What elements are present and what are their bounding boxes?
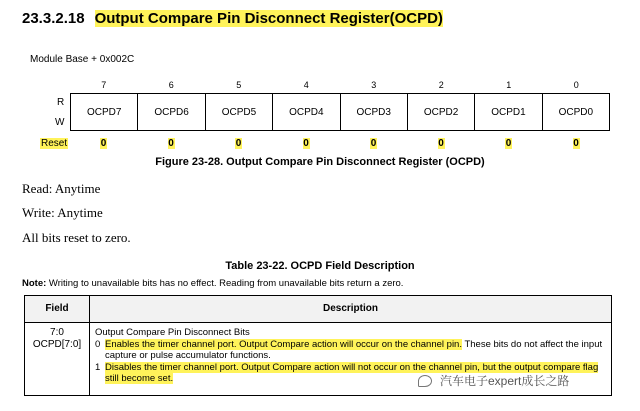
write-access-text: Write: Anytime bbox=[22, 205, 103, 220]
register-field: OCPD2 bbox=[408, 94, 475, 130]
reset-value: 0 bbox=[505, 138, 512, 149]
option-value: 1 bbox=[95, 361, 101, 373]
option-highlighted-text: Disables the timer channel port. Output Compare action will not occur on the channel pin, but the output compare flag still become set. bbox=[105, 361, 599, 384]
table-header-row bbox=[25, 296, 611, 323]
reset-value: 0 bbox=[573, 138, 579, 149]
section-heading bbox=[22, 10, 443, 27]
header-description: Description bbox=[322, 303, 378, 314]
reset-value: 0 bbox=[370, 138, 377, 149]
reset-value: 0 bbox=[168, 138, 174, 149]
register-field: OCPD7 bbox=[71, 94, 138, 130]
watermark bbox=[418, 372, 569, 389]
register-field: OCPD5 bbox=[206, 94, 273, 130]
watermark-text: 汽车电子expert成长之路 bbox=[440, 374, 570, 388]
read-row-label: R bbox=[57, 97, 65, 108]
header-field: Field bbox=[25, 296, 90, 322]
reset-value: 0 bbox=[235, 138, 242, 149]
reset-value: 0 bbox=[438, 138, 444, 149]
option-highlighted-text: Enables the timer channel port. Output Compare action will occur on the channel pin. bbox=[105, 338, 462, 350]
wechat-icon bbox=[418, 375, 432, 387]
description-title: Output Compare Pin Disconnect Bits bbox=[95, 327, 250, 338]
option-0 bbox=[95, 339, 605, 362]
bit-number-row bbox=[70, 80, 610, 92]
read-access-text: Read: Anytime bbox=[22, 181, 101, 196]
table-caption: Table 23-22. OCPD Field Description bbox=[225, 260, 415, 272]
bit-number: 0 bbox=[573, 80, 579, 90]
register-field: OCPD6 bbox=[138, 94, 205, 130]
option-text: These bits do not affect the input capture or pulse accumulator functions. bbox=[105, 338, 603, 361]
bit-number: 3 bbox=[371, 80, 377, 90]
register-field: OCPD4 bbox=[273, 94, 340, 130]
bit-number: 6 bbox=[168, 80, 174, 90]
reset-label: Reset bbox=[41, 138, 68, 149]
bit-number: 4 bbox=[303, 80, 309, 90]
note-label: Note: bbox=[22, 278, 47, 289]
note-text: Writing to unavailable bits has no effect. Reading from unavailable bits return a zero. bbox=[46, 278, 404, 289]
reset-value: 0 bbox=[303, 138, 309, 149]
field-cell bbox=[25, 323, 90, 395]
write-row-label: W bbox=[55, 117, 65, 128]
section-number: 23.3.2.18 bbox=[22, 10, 85, 27]
field-bits: 7:0 bbox=[50, 327, 64, 338]
option-value: 0 bbox=[95, 338, 101, 350]
register-field: OCPD0 bbox=[558, 106, 594, 118]
register-field: OCPD3 bbox=[341, 94, 408, 130]
module-base: Module Base + 0x002C bbox=[30, 54, 135, 65]
section-title: Output Compare Pin Disconnect Register(OCPD) bbox=[94, 10, 443, 27]
bit-number: 1 bbox=[506, 80, 512, 90]
table-note bbox=[22, 278, 403, 289]
reset-values-row bbox=[70, 137, 610, 151]
bit-number: 7 bbox=[101, 80, 107, 90]
bit-number: 2 bbox=[438, 80, 444, 90]
figure-caption: Figure 23-28. Output Compare Pin Disconnect Register (OCPD) bbox=[155, 156, 485, 168]
register-diagram bbox=[70, 93, 610, 131]
reset-text: All bits reset to zero. bbox=[22, 230, 131, 245]
register-field: OCPD1 bbox=[475, 94, 542, 130]
reset-value: 0 bbox=[100, 138, 107, 149]
bit-number: 5 bbox=[236, 80, 242, 90]
field-name: OCPD[7:0] bbox=[32, 339, 82, 350]
